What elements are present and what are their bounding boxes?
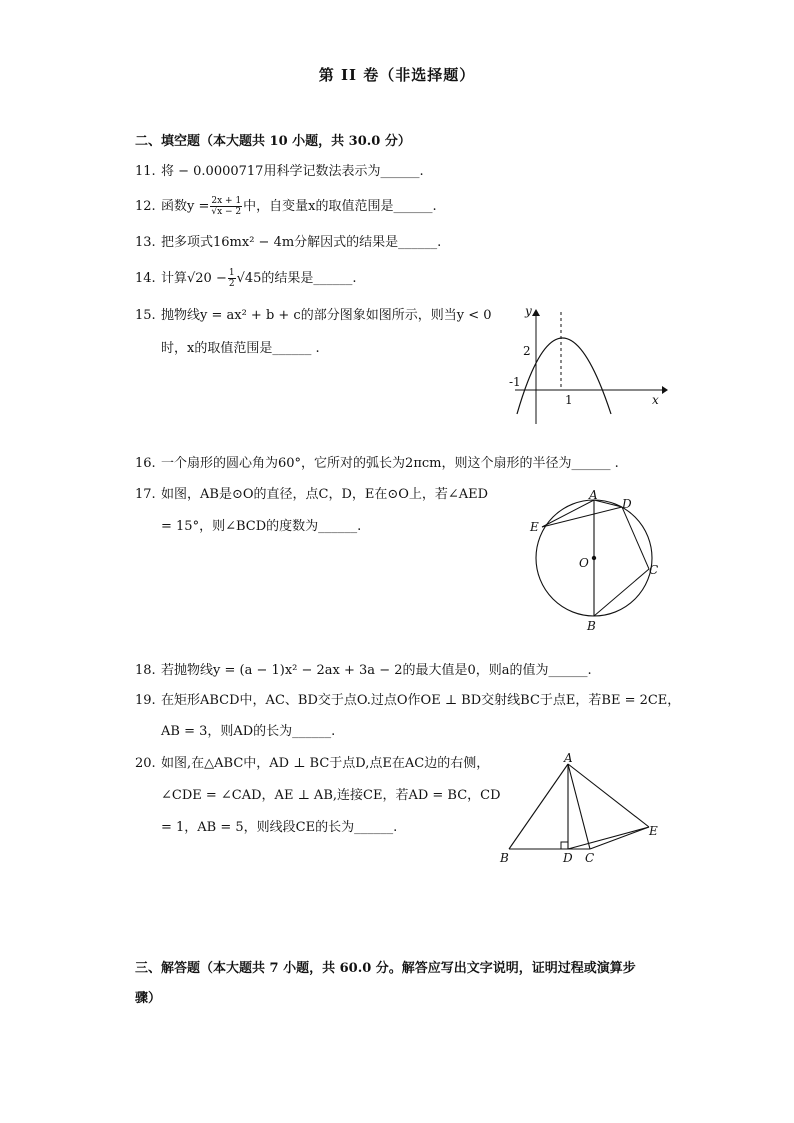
question-17 [135, 485, 488, 505]
question-14 [135, 268, 357, 289]
fraction-denominator: √x − 2 [211, 207, 242, 217]
question-text: 将 − 0.0000717用科学记数法表示为______. [161, 164, 424, 179]
point-c-label: C [585, 851, 595, 865]
question-12 [135, 196, 437, 217]
question-number: 15. [135, 308, 156, 323]
question-20-line3: = 1，AB = 5，则线段CE的长为______. [161, 820, 398, 835]
question-20-line2: ∠CDE = ∠CAD，AE ⊥ AB,连接CE，若AD = BC，CD [161, 788, 501, 803]
fraction-denominator: 2 [228, 279, 235, 289]
parabola-figure [505, 302, 670, 427]
right-angle-mark [561, 842, 568, 849]
triangle-figure [495, 752, 670, 867]
y-axis-label: y [525, 304, 532, 318]
circle-figure [520, 485, 670, 635]
segment-ad [594, 500, 622, 507]
point-a-label: A [589, 488, 598, 502]
question-11 [135, 162, 424, 182]
label-1: 1 [565, 393, 573, 407]
question-19-line2: AB = 3，则AD的长为______. [161, 724, 336, 739]
fraction [228, 268, 236, 289]
point-b-label: B [587, 619, 596, 633]
section-heading-fill-blank: 二、填空题（本大题共 10 小题，共 30.0 分） [135, 134, 411, 149]
x-axis-label: x [652, 393, 659, 407]
question-16 [135, 454, 619, 474]
question-number: 12. [135, 199, 156, 214]
point-c-label: C [649, 563, 659, 577]
page-title: 第 II 卷（非选择题） [318, 66, 476, 84]
fraction [210, 196, 242, 217]
point-e-label: E [649, 824, 658, 838]
question-number: 13. [135, 235, 156, 250]
segment-ac [568, 764, 590, 849]
point-d-label: D [563, 851, 573, 865]
point-a-label: A [564, 752, 573, 765]
question-18 [135, 661, 592, 681]
question-text: 一个扇形的圆心角为60°，它所对的弧长为2πcm，则这个扇形的半径为______ . [161, 456, 619, 471]
segment-ab [509, 764, 568, 849]
point-d-label: D [622, 497, 632, 511]
question-number: 19. [135, 693, 156, 708]
y-axis-arrow [532, 309, 540, 316]
point-o-label: O [579, 556, 589, 570]
question-text: 把多项式16mx² − 4m分解因式的结果是______. [161, 235, 442, 250]
question-20 [135, 754, 489, 774]
segment-ae [542, 500, 594, 527]
x-axis-arrow [662, 386, 668, 394]
question-text-line1: 如图，AB是⊙O的直径，点C，D，E在⊙O上，若∠AED [161, 487, 489, 502]
point-e-label: E [530, 520, 539, 534]
question-text: 若抛物线y = (a − 1)x² − 2ax + 3a − 2的最大值是0，则a的值为______. [161, 663, 592, 678]
segment-de [568, 827, 649, 849]
question-number: 18. [135, 663, 156, 678]
question-19 [135, 691, 680, 711]
question-13 [135, 233, 441, 253]
parabola-curve [517, 338, 611, 414]
question-text-b: 中，自变量x的取值范围是______. [243, 199, 437, 214]
question-text-line1: 在矩形ABCD中，AC、BD交于点O.过点O作OE ⊥ BD交射线BC于点E，若BE = 2CE， [161, 693, 681, 708]
center-dot [592, 556, 596, 560]
question-text-a: 函数y = [161, 199, 210, 214]
segment-ce [590, 827, 649, 849]
section-heading-solve-line1: 三、解答题（本大题共 7 小题，共 60.0 分。解答应写出文字说明，证明过程或演算步 [135, 961, 636, 976]
question-15-line2: 时，x的取值范围是______ . [161, 341, 320, 356]
segment-dc [622, 507, 649, 569]
question-number: 14. [135, 271, 156, 286]
question-number: 16. [135, 456, 156, 471]
question-17-line2: = 15°，则∠BCD的度数为______. [161, 519, 362, 534]
point-b-label: B [500, 851, 509, 865]
label-2: 2 [523, 344, 531, 358]
segment-ae [568, 764, 649, 827]
fraction-numerator: 2x + 1 [211, 196, 242, 206]
question-text-line1: 如图,在△ABC中，AD ⊥ BC于点D,点E在AC边的右侧， [161, 756, 490, 771]
question-15 [135, 306, 492, 326]
question-number: 11. [135, 164, 156, 179]
fraction-numerator: 1 [228, 268, 235, 278]
question-text-b: √45的结果是______. [236, 271, 357, 286]
question-number: 20. [135, 756, 156, 771]
segment-ed [542, 507, 622, 527]
label-neg1: -1 [509, 375, 521, 389]
question-text-line1: 抛物线y = ax² + b + c的部分图象如图所示，则当y < 0 [161, 308, 492, 323]
question-number: 17. [135, 487, 156, 502]
question-text-a: 计算√20 − [161, 271, 227, 286]
section-heading-solve-line2: 骤） [135, 991, 162, 1006]
